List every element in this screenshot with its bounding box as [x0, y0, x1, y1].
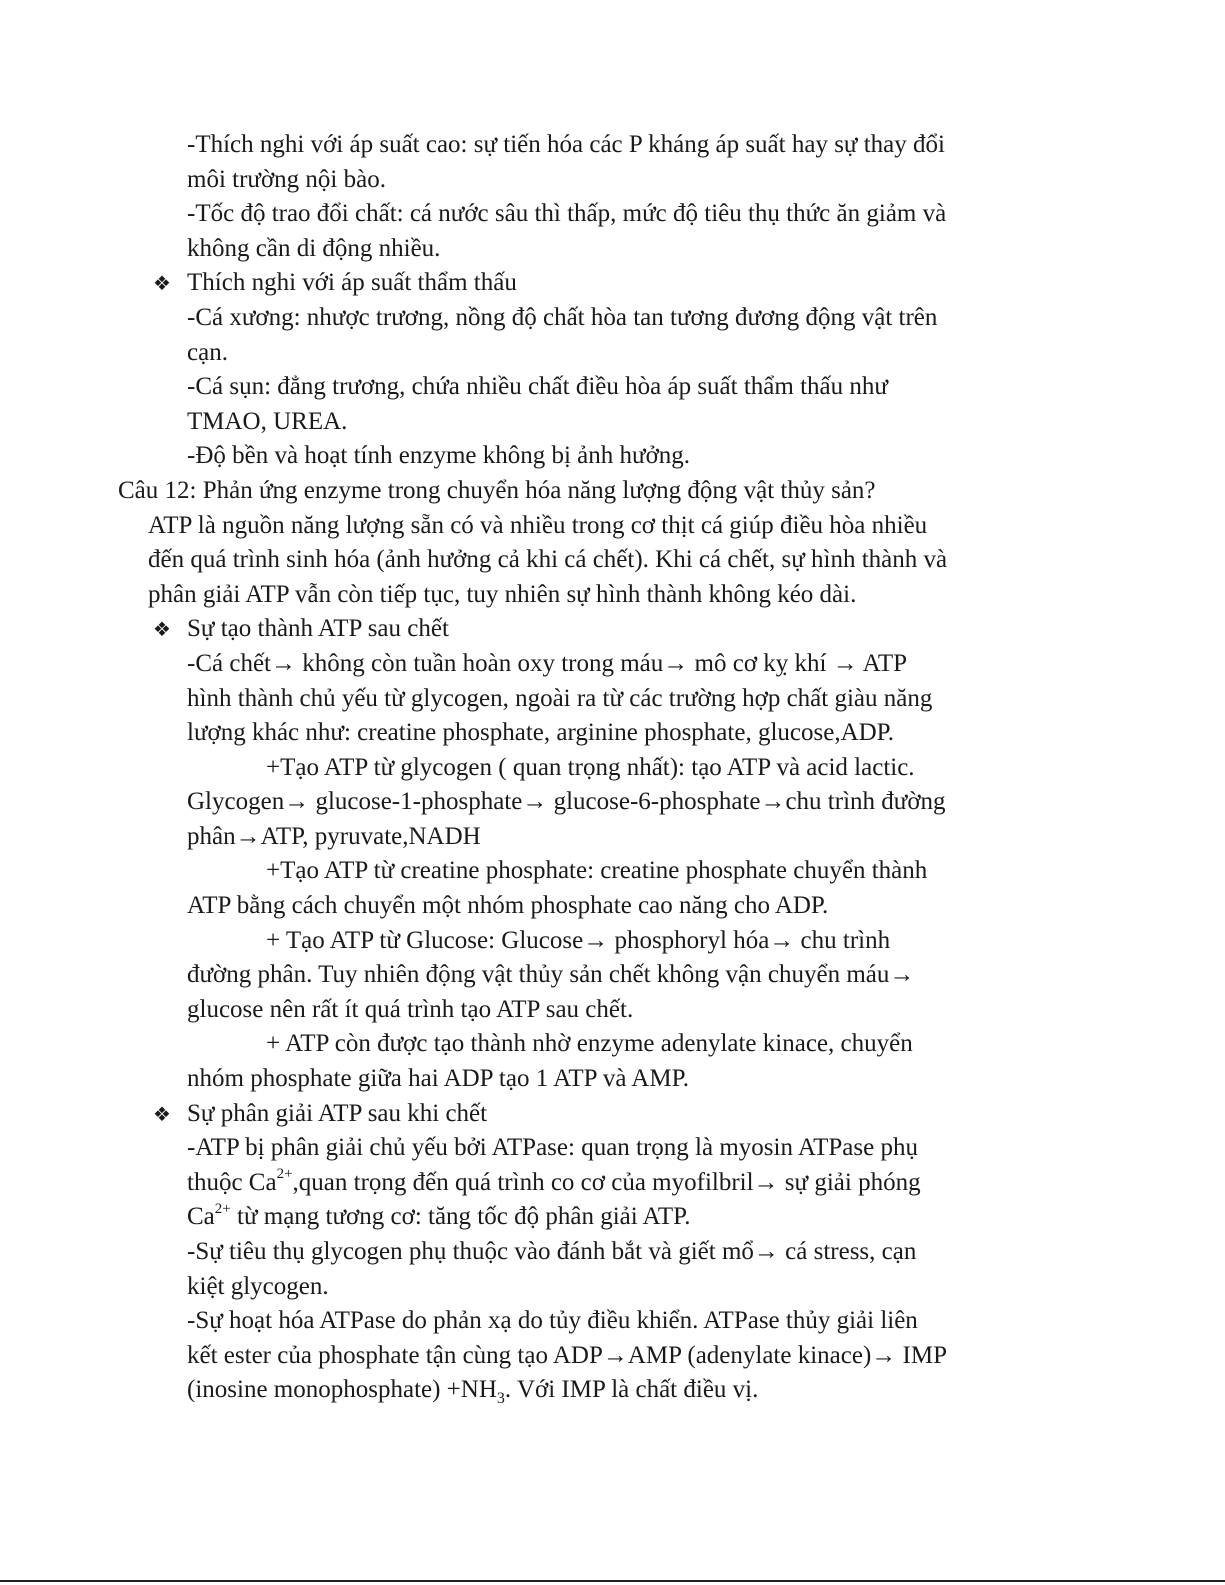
- paragraph-line: [0, 1166, 1225, 1201]
- superscript: 2+: [214, 1201, 231, 1218]
- paragraph-line: [0, 1200, 1225, 1235]
- paragraph-line: phân giải ATP vẫn còn tiếp tục, tuy nhiên sự hình thành không kéo dài.: [148, 580, 857, 608]
- bullet-heading: [0, 612, 1225, 647]
- paragraph-line: cạn.: [187, 338, 228, 366]
- paragraph-line: -Cá sụn: đẳng trương, chứa nhiều chất điều hòa áp suất thẩm thấu như: [187, 373, 888, 401]
- paragraph-line: phân→ATP, pyruvate,NADH: [187, 822, 481, 850]
- page-bottom-rule: [0, 1580, 1225, 1582]
- question-heading: Câu 12: Phản ứng enzyme trong chuyển hóa năng lượng động vật thủy sản?: [118, 476, 876, 504]
- text-run: . Với IMP là chất điều vị.: [504, 1376, 759, 1404]
- bullet-heading-text: Thích nghi với áp suất thẩm thấu: [187, 269, 517, 297]
- text-run: thuộc Ca: [187, 1168, 277, 1196]
- paragraph-line: -Tốc độ trao đổi chất: cá nước sâu thì thấp, mức độ tiêu thụ thức ăn giảm và: [187, 200, 947, 228]
- diamond-bullet-icon: ❖: [153, 273, 171, 296]
- subscript: 3: [496, 1390, 505, 1408]
- paragraph-line: -Cá xương: nhược trương, nồng độ chất hòa tan tương đương động vật trên: [187, 303, 938, 331]
- paragraph-line: đường phân. Tuy nhiên động vật thủy sản chết không vận chuyển máu→: [187, 961, 915, 989]
- bullet-heading-text: Sự phân giải ATP sau khi chết: [187, 1099, 488, 1127]
- paragraph-line: không cần di động nhiều.: [187, 234, 441, 262]
- paragraph-line: ATP là nguồn năng lượng sẵn có và nhiều trong cơ thịt cá giúp điều hòa nhiều: [148, 511, 928, 539]
- bullet-heading-text: Sự tạo thành ATP sau chết: [187, 615, 449, 643]
- superscript: 2+: [276, 1166, 293, 1183]
- paragraph-line: -ATP bị phân giải chủ yếu bởi ATPase: quan trọng là myosin ATPase phụ: [187, 1134, 918, 1162]
- paragraph-line: TMAO, UREA.: [187, 407, 348, 435]
- text-run: từ mạng tương cơ: tăng tốc độ phân giải ATP.: [230, 1203, 691, 1231]
- paragraph-line: ATP bằng cách chuyển một nhóm phosphate cao năng cho ADP.: [187, 892, 829, 920]
- bullet-heading: [0, 266, 1225, 301]
- paragraph-line: hình thành chủ yếu từ glycogen, ngoài ra từ các trường hợp chất giàu năng: [187, 684, 933, 712]
- paragraph-line: kiệt glycogen.: [187, 1272, 329, 1300]
- paragraph-line: Glycogen→ glucose-1-phosphate→ glucose-6-phosphate→chu trình đường: [187, 788, 946, 816]
- text-run: Ca: [187, 1203, 215, 1231]
- paragraph-line: -Sự tiêu thụ glycogen phụ thuộc vào đánh bắt và giết mổ→ cá stress, cạn: [187, 1238, 917, 1265]
- paragraph-line: [0, 1373, 1225, 1408]
- bullet-heading: [0, 1097, 1225, 1132]
- paragraph-line: glucose nên rất ít quá trình tạo ATP sau chết.: [187, 995, 634, 1023]
- paragraph-line: -Sự hoạt hóa ATPase do phản xạ do tủy điều khiển. ATPase thủy giải liên: [187, 1307, 918, 1335]
- paragraph-line: kết ester của phosphate tận cùng tạo ADP→AMP (adenylate kinace)→ IMP: [187, 1341, 947, 1369]
- paragraph-line: + Tạo ATP từ Glucose: Glucose→ phosphoryl hóa→ chu trình: [266, 926, 891, 954]
- paragraph-line: lượng khác như: creatine phosphate, arginine phosphate, glucose,ADP.: [187, 719, 895, 747]
- paragraph-line: +Tạo ATP từ glycogen ( quan trọng nhất): tạo ATP và acid lactic.: [266, 753, 915, 781]
- paragraph-line: +Tạo ATP từ creatine phosphate: creatine phosphate chuyển thành: [266, 857, 928, 885]
- document-page: [0, 128, 1225, 1408]
- text-run: ,quan trọng đến quá trình co cơ của myofilbril→ sự giải phóng: [292, 1168, 921, 1196]
- diamond-bullet-icon: ❖: [153, 1103, 171, 1126]
- diamond-bullet-icon: ❖: [153, 619, 171, 642]
- text-run: (inosine monophosphate) +NH: [187, 1376, 497, 1404]
- paragraph-line: đến quá trình sinh hóa (ảnh hưởng cả khi cá chết). Khi cá chết, sự hình thành và: [148, 546, 948, 574]
- paragraph-line: -Độ bền và hoạt tính enzyme không bị ảnh hưởng.: [187, 442, 691, 470]
- paragraph-line: -Cá chết→ không còn tuần hoàn oxy trong máu→ mô cơ kỵ khí → ATP: [187, 649, 908, 677]
- paragraph-line: môi trường nội bào.: [187, 165, 386, 193]
- paragraph-line: nhóm phosphate giữa hai ADP tạo 1 ATP và AMP.: [187, 1065, 689, 1093]
- paragraph-line: + ATP còn được tạo thành nhờ enzyme adenylate kinace, chuyển: [266, 1030, 913, 1058]
- paragraph-line: -Thích nghi với áp suất cao: sự tiến hóa các P kháng áp suất hay sự thay đổi: [187, 131, 945, 158]
